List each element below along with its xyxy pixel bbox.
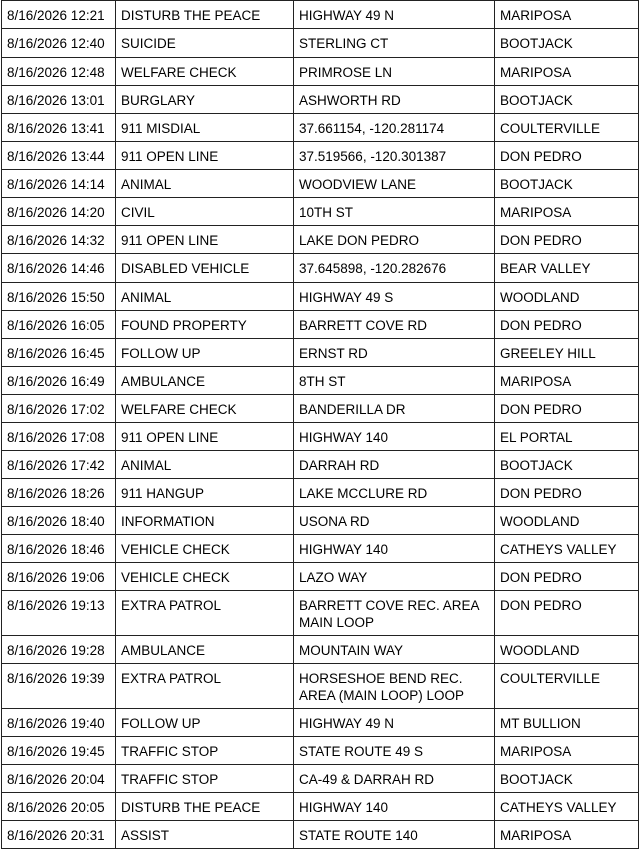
table-row	[2, 563, 639, 591]
table-row	[2, 507, 639, 535]
call-type-cell: VEHICLE CHECK	[116, 535, 294, 563]
call-type-cell: DISTURB THE PEACE	[116, 1, 294, 29]
call-time-cell: 8/16/2026 14:14	[2, 170, 116, 198]
table-row	[2, 709, 639, 737]
location-cell: BARRETT COVE REC. AREA MAIN LOOP	[294, 591, 495, 636]
location-cell: STATE ROUTE 140	[294, 821, 495, 849]
table-row	[2, 451, 639, 479]
location-cell: BARRETT COVE RD	[294, 311, 495, 339]
call-time-cell: 8/16/2026 19:06	[2, 563, 116, 591]
location-cell: 8TH ST	[294, 367, 495, 395]
call-type-cell: 911 HANGUP	[116, 479, 294, 507]
table-row	[2, 737, 639, 765]
call-type-cell: EXTRA PATROL	[116, 591, 294, 636]
table-row	[2, 29, 639, 58]
area-cell: GREELEY HILL	[495, 339, 639, 367]
table-row	[2, 479, 639, 507]
call-type-cell: WELFARE CHECK	[116, 58, 294, 86]
area-cell: BEAR VALLEY	[495, 254, 639, 283]
table-row	[2, 793, 639, 821]
table-row	[2, 591, 639, 636]
call-time-cell: 8/16/2026 13:44	[2, 142, 116, 170]
call-type-cell: DISTURB THE PEACE	[116, 793, 294, 821]
call-time-cell: 8/16/2026 16:05	[2, 311, 116, 339]
call-time-cell: 8/16/2026 13:41	[2, 114, 116, 142]
location-cell: PRIMROSE LN	[294, 58, 495, 86]
table-row	[2, 423, 639, 451]
call-log-table	[1, 0, 639, 849]
table-row	[2, 198, 639, 226]
call-type-cell: FOLLOW UP	[116, 339, 294, 367]
area-cell: CATHEYS VALLEY	[495, 793, 639, 821]
area-cell: MARIPOSA	[495, 198, 639, 226]
table-row	[2, 283, 639, 311]
location-cell: DARRAH RD	[294, 451, 495, 479]
call-time-cell: 8/16/2026 17:42	[2, 451, 116, 479]
call-type-cell: EXTRA PATROL	[116, 664, 294, 709]
area-cell: WOODLAND	[495, 636, 639, 664]
call-type-cell: 911 OPEN LINE	[116, 226, 294, 254]
table-row	[2, 339, 639, 367]
location-cell: HIGHWAY 49 N	[294, 709, 495, 737]
table-row	[2, 535, 639, 563]
area-cell: WOODLAND	[495, 507, 639, 535]
location-cell: 37.519566, -120.301387	[294, 142, 495, 170]
location-cell: HIGHWAY 140	[294, 535, 495, 563]
area-cell: MARIPOSA	[495, 367, 639, 395]
location-cell: HORSESHOE BEND REC. AREA (MAIN LOOP) LOOP	[294, 664, 495, 709]
call-type-cell: CIVIL	[116, 198, 294, 226]
location-cell: STATE ROUTE 49 S	[294, 737, 495, 765]
location-cell: LAZO WAY	[294, 563, 495, 591]
table-row	[2, 170, 639, 198]
call-type-cell: ASSIST	[116, 821, 294, 849]
call-time-cell: 8/16/2026 17:08	[2, 423, 116, 451]
call-type-cell: INFORMATION	[116, 507, 294, 535]
call-time-cell: 8/16/2026 12:48	[2, 58, 116, 86]
call-time-cell: 8/16/2026 12:40	[2, 29, 116, 58]
call-type-cell: 911 OPEN LINE	[116, 423, 294, 451]
table-row	[2, 395, 639, 423]
call-type-cell: DISABLED VEHICLE	[116, 254, 294, 283]
table-row	[2, 254, 639, 283]
location-cell: LAKE DON PEDRO	[294, 226, 495, 254]
area-cell: MARIPOSA	[495, 1, 639, 29]
location-cell: WOODVIEW LANE	[294, 170, 495, 198]
area-cell: BOOTJACK	[495, 170, 639, 198]
location-cell: MOUNTAIN WAY	[294, 636, 495, 664]
call-time-cell: 8/16/2026 20:05	[2, 793, 116, 821]
call-type-cell: ANIMAL	[116, 283, 294, 311]
area-cell: DON PEDRO	[495, 479, 639, 507]
area-cell: BOOTJACK	[495, 29, 639, 58]
call-time-cell: 8/16/2026 19:13	[2, 591, 116, 636]
call-type-cell: AMBULANCE	[116, 636, 294, 664]
call-type-cell: TRAFFIC STOP	[116, 765, 294, 793]
area-cell: CATHEYS VALLEY	[495, 535, 639, 563]
call-time-cell: 8/16/2026 14:20	[2, 198, 116, 226]
call-type-cell: ANIMAL	[116, 451, 294, 479]
call-type-cell: 911 MISDIAL	[116, 114, 294, 142]
call-type-cell: 911 OPEN LINE	[116, 142, 294, 170]
call-time-cell: 8/16/2026 16:49	[2, 367, 116, 395]
table-row	[2, 664, 639, 709]
area-cell: BOOTJACK	[495, 86, 639, 114]
call-time-cell: 8/16/2026 17:02	[2, 395, 116, 423]
call-log-body	[2, 1, 639, 849]
area-cell: DON PEDRO	[495, 395, 639, 423]
location-cell: HIGHWAY 49 N	[294, 1, 495, 29]
call-time-cell: 8/16/2026 20:31	[2, 821, 116, 849]
area-cell: DON PEDRO	[495, 142, 639, 170]
call-time-cell: 8/16/2026 19:45	[2, 737, 116, 765]
table-row	[2, 367, 639, 395]
location-cell: ASHWORTH RD	[294, 86, 495, 114]
table-row	[2, 821, 639, 849]
call-time-cell: 8/16/2026 20:04	[2, 765, 116, 793]
area-cell: BOOTJACK	[495, 451, 639, 479]
location-cell: BANDERILLA DR	[294, 395, 495, 423]
location-cell: 37.661154, -120.281174	[294, 114, 495, 142]
table-row	[2, 311, 639, 339]
table-row	[2, 1, 639, 29]
area-cell: MT BULLION	[495, 709, 639, 737]
call-time-cell: 8/16/2026 19:39	[2, 664, 116, 709]
call-type-cell: TRAFFIC STOP	[116, 737, 294, 765]
call-time-cell: 8/16/2026 18:46	[2, 535, 116, 563]
call-type-cell: SUICIDE	[116, 29, 294, 58]
call-time-cell: 8/16/2026 15:50	[2, 283, 116, 311]
call-time-cell: 8/16/2026 13:01	[2, 86, 116, 114]
area-cell: COULTERVILLE	[495, 114, 639, 142]
call-time-cell: 8/16/2026 18:40	[2, 507, 116, 535]
area-cell: COULTERVILLE	[495, 664, 639, 709]
call-type-cell: BURGLARY	[116, 86, 294, 114]
area-cell: DON PEDRO	[495, 311, 639, 339]
call-type-cell: ANIMAL	[116, 170, 294, 198]
call-type-cell: FOUND PROPERTY	[116, 311, 294, 339]
location-cell: CA-49 & DARRAH RD	[294, 765, 495, 793]
area-cell: DON PEDRO	[495, 226, 639, 254]
call-time-cell: 8/16/2026 19:40	[2, 709, 116, 737]
location-cell: STERLING CT	[294, 29, 495, 58]
area-cell: WOODLAND	[495, 283, 639, 311]
call-time-cell: 8/16/2026 12:21	[2, 1, 116, 29]
table-row	[2, 114, 639, 142]
location-cell: USONA RD	[294, 507, 495, 535]
table-row	[2, 226, 639, 254]
call-time-cell: 8/16/2026 19:28	[2, 636, 116, 664]
table-row	[2, 58, 639, 86]
table-row	[2, 636, 639, 664]
table-row	[2, 86, 639, 114]
call-type-cell: AMBULANCE	[116, 367, 294, 395]
area-cell: DON PEDRO	[495, 563, 639, 591]
location-cell: HIGHWAY 140	[294, 423, 495, 451]
area-cell: MARIPOSA	[495, 58, 639, 86]
location-cell: 37.645898, -120.282676	[294, 254, 495, 283]
area-cell: EL PORTAL	[495, 423, 639, 451]
call-time-cell: 8/16/2026 14:46	[2, 254, 116, 283]
area-cell: DON PEDRO	[495, 591, 639, 636]
call-time-cell: 8/16/2026 18:26	[2, 479, 116, 507]
table-row	[2, 142, 639, 170]
area-cell: BOOTJACK	[495, 765, 639, 793]
location-cell: HIGHWAY 140	[294, 793, 495, 821]
call-type-cell: FOLLOW UP	[116, 709, 294, 737]
call-type-cell: WELFARE CHECK	[116, 395, 294, 423]
area-cell: MARIPOSA	[495, 821, 639, 849]
location-cell: ERNST RD	[294, 339, 495, 367]
call-type-cell: VEHICLE CHECK	[116, 563, 294, 591]
call-time-cell: 8/16/2026 16:45	[2, 339, 116, 367]
area-cell: MARIPOSA	[495, 737, 639, 765]
location-cell: LAKE MCCLURE RD	[294, 479, 495, 507]
location-cell: 10TH ST	[294, 198, 495, 226]
table-row	[2, 765, 639, 793]
call-time-cell: 8/16/2026 14:32	[2, 226, 116, 254]
location-cell: HIGHWAY 49 S	[294, 283, 495, 311]
